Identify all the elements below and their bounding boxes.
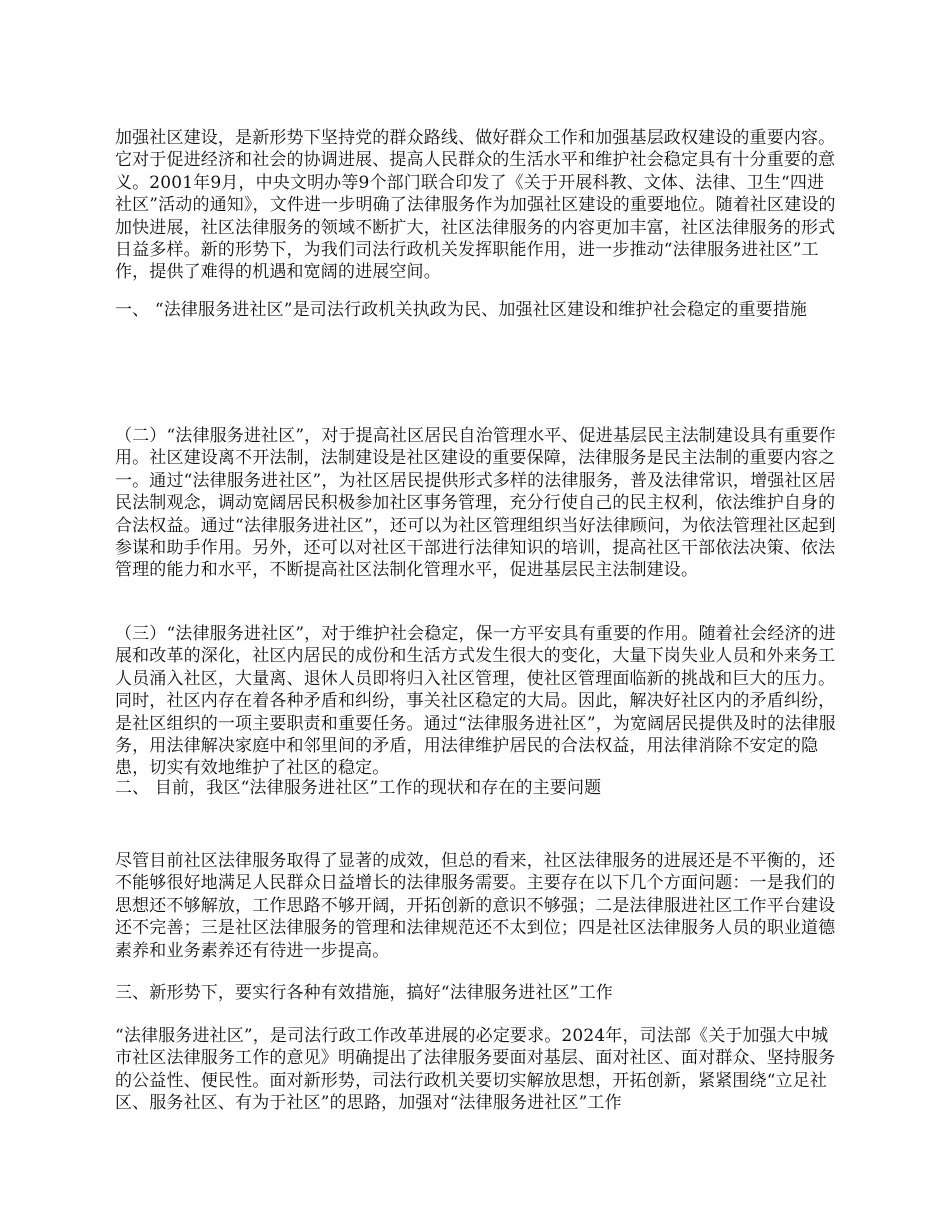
paragraph-three: （三）“法律服务进社区”，对于维护社会稳定，保一方平安具有重要的作用。随着社会经济的进展和改革的深化，社区内居民的成份和生活方式发生很大的变化，大量下岗失业人员和外来务工人员涌入社区，大量离、退休人员即将归入社区管理，使社区管理面临新的挑战和巨大的压力。同时，社区内存在着各种矛盾和纠纷，事关社区稳定的大局。因此，解决好社区内的矛盾纠纷，是社区组织的一项主要职责和重要任务。通过“法律服务进社区”，为宽阔居民提供及时的法律服务，用法律解决家庭中和邻里间的矛盾，用法律维护居民的合法权益，用法律消除不安定的隐患，切实有效地维护了社区的稳定。 bbox=[115, 624, 836, 779]
section-heading-2: 二、 目前，我区“法律服务进社区”工作的现状和存在的主要问题 bbox=[115, 778, 602, 798]
paragraph-four: 尽管目前社区法律服务取得了显著的成效，但总的看来，社区法律服务的进展还是不平衡的，还不能够很好地满足人民群众日益增长的法律服务需要。主要存在以下几个方面问题：一是我们的思想还不够解放，工作思路不够开阔，开拓创新的意识不够强；二是法律服进社区工作平台建设还不完善；三是社区法律服务的管理和法律规范还不太到位；四是社区法律服务人员的职业道德素养和业务素养还有待进一步提高。 bbox=[115, 851, 836, 961]
section-heading-1: 一、 “法律服务进社区”是司法行政机关执政为民、加强社区建设和维护社会稳定的重要措施 bbox=[115, 300, 808, 320]
paragraph-two: （二）“法律服务进社区”，对于提高社区居民自治管理水平、促进基层民主法制建设具有重要作用。社区建设离不开法制，法制建设是社区建设的重要保障，法律服务是民主法制的重要内容之一。通过“法律服务进社区”，为社区居民提供形式多样的法律服务，普及法律常识，增强社区居民法制观念，调动宽阔居民积极参加社区事务管理，充分行使自己的民主权利，依法维护自身的合法权益。通过“法律服务进社区”，还可以为社区管理组织当好法律顾问，为依法管理社区起到参谋和助手作用。另外，还可以对社区干部进行法律知识的培训，提高社区干部依法决策、依法管理的能力和水平，不断提高社区法制化管理水平，促进基层民主法制建设。 bbox=[115, 426, 836, 581]
intro-paragraph: 加强社区建设，是新形势下坚持党的群众路线、做好群众工作和加强基层政权建设的重要内容。它对于促进经济和社会的协调进展、提高人民群众的生活水平和维护社会稳定具有十分重要的意义。2001年9月，中央文明办等9个部门联合印发了《关于开展科教、文体、法律、卫生“四进社区”活动的通知》，文件进一步明确了法律服务作为加强社区建设的重要地位。随着社区建设的加快进展，社区法律服务的领域不断扩大，社区法律服务的内容更加丰富，社区法律服务的形式日益多样。新的形势下，为我们司法行政机关发挥职能作用，进一步推动“法律服务进社区”工作，提供了难得的机遇和宽阔的进展空间。 bbox=[115, 128, 836, 283]
section-heading-3: 三、新形势下，要实行各种有效措施，搞好“法律服务进社区”工作 bbox=[115, 983, 613, 1003]
paragraph-five: “法律服务进社区”，是司法行政工作改革进展的必定要求。2024年，司法部《关于加强大中城市社区法律服务工作的意见》明确提出了法律服务要面对基层、面对社区、面对群众、坚持服务的公益性、便民性。面对新形势，司法行政机关要切实解放思想，开拓创新，紧紧围绕“立足社区、服务社区、有为于社区”的思路，加强对“法律服务进社区”工作 bbox=[115, 1026, 836, 1114]
